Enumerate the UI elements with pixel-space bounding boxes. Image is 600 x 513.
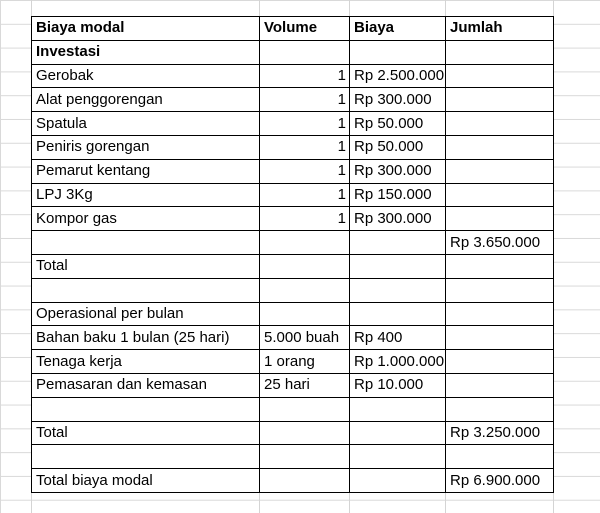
operasional-total-cell[interactable]: Rp 3.250.000 <box>446 421 554 445</box>
volume-cell[interactable]: 1 <box>260 183 350 207</box>
empty-cell[interactable] <box>446 159 554 183</box>
cost-cell[interactable]: Rp 1.000.000 <box>350 350 446 374</box>
table-row <box>32 326 554 350</box>
volume-cell[interactable]: 1 <box>260 135 350 159</box>
empty-cell[interactable] <box>446 135 554 159</box>
volume-cell[interactable]: 1 orang <box>260 350 350 374</box>
item-cell[interactable]: Gerobak <box>32 64 260 88</box>
table-row <box>32 207 554 231</box>
investasi-subtotal-row <box>32 231 554 255</box>
volume-cell[interactable]: 1 <box>260 159 350 183</box>
total-label-cell[interactable]: Total <box>32 421 260 445</box>
table-row <box>32 159 554 183</box>
section-title-operasional[interactable]: Operasional per bulan <box>32 302 260 326</box>
empty-cell[interactable] <box>260 40 350 64</box>
empty-cell[interactable] <box>32 231 260 255</box>
total-label-cell[interactable]: Total <box>32 254 260 278</box>
item-cell[interactable]: Spatula <box>32 112 260 136</box>
empty-cell[interactable] <box>446 302 554 326</box>
volume-cell[interactable]: 1 <box>260 112 350 136</box>
empty-cell[interactable] <box>260 254 350 278</box>
cost-cell[interactable]: Rp 50.000 <box>350 135 446 159</box>
table-row <box>32 183 554 207</box>
operasional-total-row <box>32 421 554 445</box>
empty-cell[interactable] <box>32 397 260 421</box>
item-cell[interactable]: Alat penggorengan <box>32 88 260 112</box>
header-volume[interactable]: Volume <box>260 17 350 41</box>
item-cell[interactable]: Tenaga kerja <box>32 350 260 374</box>
empty-cell[interactable] <box>260 445 350 469</box>
item-cell[interactable]: Kompor gas <box>32 207 260 231</box>
grand-total-value[interactable]: Rp 6.900.000 <box>446 469 554 493</box>
cost-cell[interactable]: Rp 150.000 <box>350 183 446 207</box>
empty-cell[interactable] <box>260 278 350 302</box>
empty-cell[interactable] <box>350 421 446 445</box>
empty-cell[interactable] <box>446 350 554 374</box>
empty-cell[interactable] <box>350 445 446 469</box>
empty-cell[interactable] <box>260 469 350 493</box>
item-cell[interactable]: Pemasaran dan kemasan <box>32 373 260 397</box>
empty-row <box>32 397 554 421</box>
header-row <box>32 17 554 41</box>
section-row-investasi <box>32 40 554 64</box>
volume-cell[interactable]: 1 <box>260 64 350 88</box>
empty-cell[interactable] <box>446 112 554 136</box>
item-cell[interactable]: Peniris gorengan <box>32 135 260 159</box>
empty-cell[interactable] <box>260 397 350 421</box>
empty-cell[interactable] <box>446 278 554 302</box>
empty-cell[interactable] <box>446 373 554 397</box>
empty-cell[interactable] <box>350 231 446 255</box>
investasi-total-row <box>32 254 554 278</box>
empty-cell[interactable] <box>446 397 554 421</box>
volume-cell[interactable]: 1 <box>260 88 350 112</box>
volume-cell[interactable]: 25 hari <box>260 373 350 397</box>
empty-cell[interactable] <box>350 469 446 493</box>
empty-cell[interactable] <box>446 445 554 469</box>
table-row <box>32 135 554 159</box>
cost-cell[interactable]: Rp 400 <box>350 326 446 350</box>
cost-cell[interactable]: Rp 10.000 <box>350 373 446 397</box>
empty-cell[interactable] <box>446 40 554 64</box>
header-item[interactable]: Biaya modal <box>32 17 260 41</box>
cost-cell[interactable]: Rp 300.000 <box>350 207 446 231</box>
empty-cell[interactable] <box>32 445 260 469</box>
table-row <box>32 373 554 397</box>
empty-row <box>32 278 554 302</box>
empty-cell[interactable] <box>260 231 350 255</box>
empty-cell[interactable] <box>446 88 554 112</box>
section-title-investasi[interactable]: Investasi <box>32 40 260 64</box>
table-row <box>32 350 554 374</box>
empty-cell[interactable] <box>350 278 446 302</box>
cost-cell[interactable]: Rp 300.000 <box>350 88 446 112</box>
empty-cell[interactable] <box>446 183 554 207</box>
empty-cell[interactable] <box>32 278 260 302</box>
empty-cell[interactable] <box>350 40 446 64</box>
empty-cell[interactable] <box>446 207 554 231</box>
cost-cell[interactable]: Rp 2.500.000 <box>350 64 446 88</box>
empty-cell[interactable] <box>446 326 554 350</box>
budget-table <box>31 16 554 493</box>
empty-cell[interactable] <box>350 254 446 278</box>
investasi-subtotal-cell[interactable]: Rp 3.650.000 <box>446 231 554 255</box>
table-row <box>32 88 554 112</box>
item-cell[interactable]: Bahan baku 1 bulan (25 hari) <box>32 326 260 350</box>
volume-cell[interactable]: 1 <box>260 207 350 231</box>
empty-cell[interactable] <box>446 64 554 88</box>
empty-cell[interactable] <box>446 254 554 278</box>
item-cell[interactable]: Pemarut kentang <box>32 159 260 183</box>
cost-cell[interactable]: Rp 300.000 <box>350 159 446 183</box>
header-biaya[interactable]: Biaya <box>350 17 446 41</box>
header-jumlah[interactable]: Jumlah <box>446 17 554 41</box>
table-row <box>32 112 554 136</box>
item-cell[interactable]: LPJ 3Kg <box>32 183 260 207</box>
grand-total-row <box>32 469 554 493</box>
empty-cell[interactable] <box>350 397 446 421</box>
grand-total-label[interactable]: Total biaya modal <box>32 469 260 493</box>
cost-cell[interactable]: Rp 50.000 <box>350 112 446 136</box>
section-row-operasional <box>32 302 554 326</box>
volume-cell[interactable]: 5.000 buah <box>260 326 350 350</box>
table-row <box>32 64 554 88</box>
empty-row <box>32 445 554 469</box>
empty-cell[interactable] <box>260 302 350 326</box>
empty-cell[interactable] <box>350 302 446 326</box>
empty-cell[interactable] <box>260 421 350 445</box>
